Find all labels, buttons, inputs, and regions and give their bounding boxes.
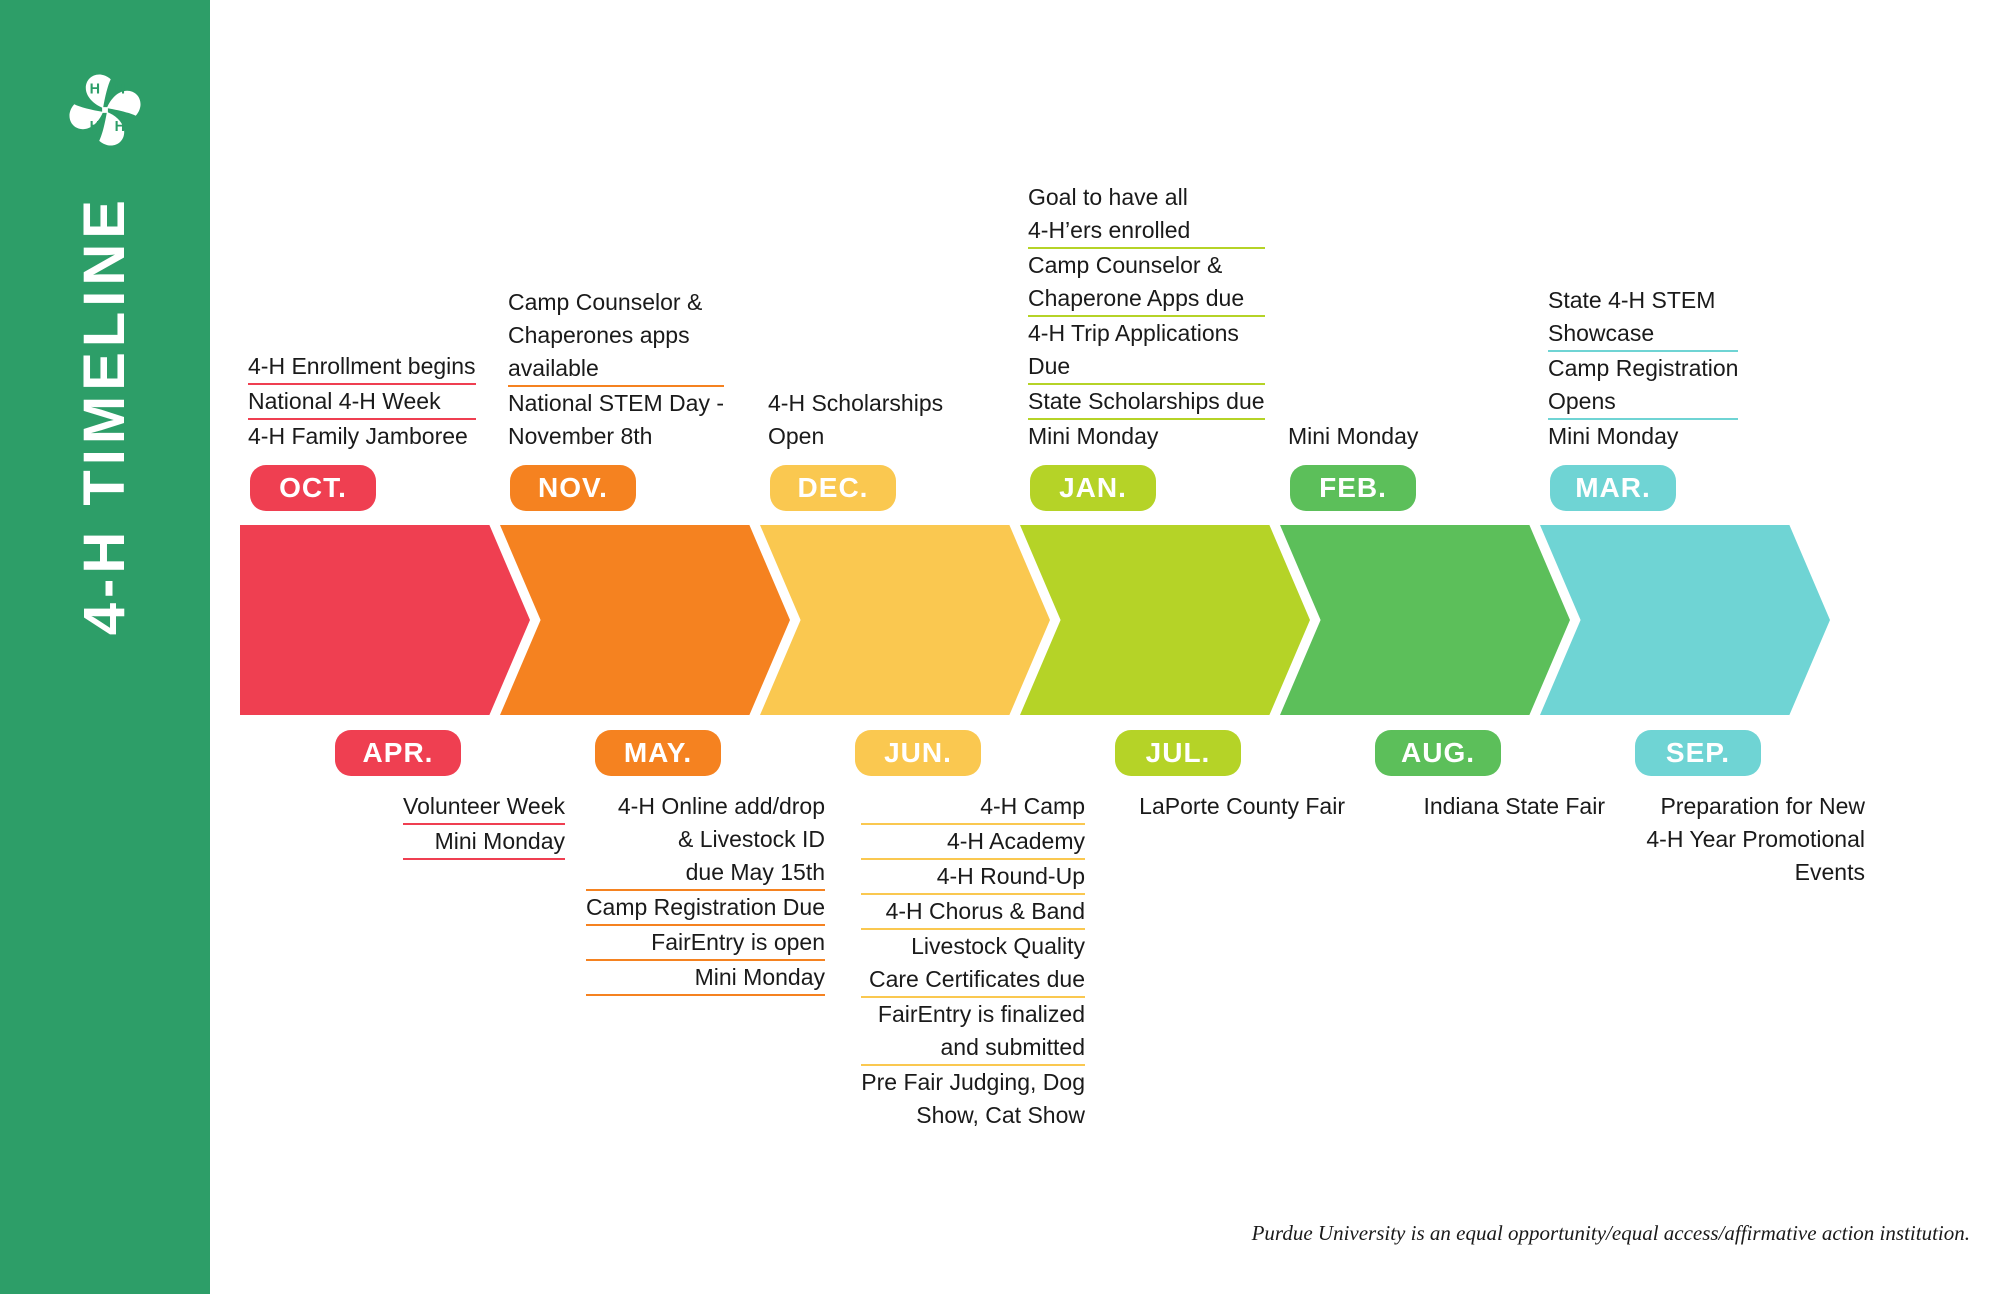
four-leaf-clover-icon bbox=[57, 62, 153, 158]
event-line: State Scholarships due bbox=[1028, 385, 1265, 420]
event-line: and submitted bbox=[861, 1031, 1085, 1066]
arrow-band bbox=[210, 525, 2000, 715]
event-line: 4-H Year Promotional bbox=[1646, 826, 1865, 852]
month-pill-sep[interactable]: SEP. bbox=[1635, 730, 1761, 776]
event-line: Pre Fair Judging, Dog bbox=[861, 1069, 1085, 1095]
month-pill-may[interactable]: MAY. bbox=[595, 730, 721, 776]
events-apr bbox=[403, 790, 565, 860]
event-line: Mini Monday bbox=[403, 825, 565, 860]
event-line: Camp Registration bbox=[1548, 355, 1739, 381]
events-jul bbox=[1139, 790, 1345, 823]
event-line: due May 15th bbox=[586, 856, 825, 891]
event-line: Due bbox=[1028, 350, 1265, 385]
event-line: Opens bbox=[1548, 385, 1738, 420]
event-line: 4-H Scholarships bbox=[768, 390, 944, 416]
event-line: 4-H Enrollment begins bbox=[248, 350, 476, 385]
events-dec bbox=[768, 387, 943, 453]
event-line: FairEntry is finalized bbox=[877, 1001, 1085, 1027]
event-line: Camp Registration Due bbox=[586, 891, 825, 926]
timeline-arrow bbox=[240, 525, 530, 715]
sidebar-title-text: 4-H TIMELINE bbox=[72, 195, 137, 636]
events-jun bbox=[861, 790, 1085, 1132]
timeline-arrow bbox=[500, 525, 790, 715]
event-line: 4-H Family Jamboree bbox=[248, 423, 468, 449]
event-line: Open bbox=[768, 423, 825, 449]
event-line: FairEntry is open bbox=[586, 926, 825, 961]
timeline-arrow bbox=[1280, 525, 1570, 715]
event-line: National STEM Day - bbox=[508, 390, 725, 416]
event-line: 4-H Online add/drop bbox=[617, 793, 825, 819]
timeline-canvas bbox=[210, 0, 2000, 1294]
event-line: Showcase bbox=[1548, 317, 1738, 352]
events-mar bbox=[1548, 284, 1738, 453]
month-pill-mar[interactable]: MAR. bbox=[1550, 465, 1676, 511]
event-line: Mini Monday bbox=[1288, 423, 1419, 449]
timeline-arrow bbox=[760, 525, 1050, 715]
month-pill-aug[interactable]: AUG. bbox=[1375, 730, 1501, 776]
event-line: Show, Cat Show bbox=[916, 1102, 1085, 1128]
event-line: Indiana State Fair bbox=[1423, 793, 1605, 819]
event-line: & Livestock ID bbox=[678, 826, 825, 852]
timeline-arrow bbox=[1540, 525, 1830, 715]
event-line: Preparation for New bbox=[1660, 793, 1865, 819]
events-sep bbox=[1646, 790, 1865, 889]
svg-text:H: H bbox=[89, 81, 101, 98]
event-line: Camp Counselor & bbox=[1028, 252, 1223, 278]
sidebar bbox=[0, 0, 210, 1294]
event-line: Mini Monday bbox=[586, 961, 825, 996]
event-line: Chaperones apps bbox=[508, 322, 690, 348]
event-line: Events bbox=[1794, 859, 1865, 885]
events-feb bbox=[1288, 420, 1418, 453]
month-pill-jan[interactable]: JAN. bbox=[1030, 465, 1156, 511]
event-line: 4-H Trip Applications bbox=[1028, 320, 1239, 346]
month-pill-dec[interactable]: DEC. bbox=[770, 465, 896, 511]
month-pill-nov[interactable]: NOV. bbox=[510, 465, 636, 511]
event-line: 4-H Camp bbox=[861, 790, 1085, 825]
event-line: 4-H Academy bbox=[861, 825, 1085, 860]
event-line: National 4-H Week bbox=[248, 385, 476, 420]
event-line: Chaperone Apps due bbox=[1028, 282, 1265, 317]
event-line: Livestock Quality bbox=[911, 933, 1085, 959]
svg-text:H: H bbox=[114, 119, 126, 136]
event-line: 4-H’ers enrolled bbox=[1028, 214, 1265, 249]
month-pill-apr[interactable]: APR. bbox=[335, 730, 461, 776]
event-line: November 8th bbox=[508, 423, 653, 449]
event-line: Mini Monday bbox=[1028, 423, 1159, 449]
event-line: Care Certificates due bbox=[861, 963, 1085, 998]
events-may bbox=[586, 790, 825, 996]
event-line: Mini Monday bbox=[1548, 423, 1679, 449]
event-line: 4-H Round-Up bbox=[861, 860, 1085, 895]
events-jan bbox=[1028, 181, 1265, 453]
events-oct bbox=[248, 350, 476, 453]
page-title bbox=[0, 195, 210, 815]
event-line: LaPorte County Fair bbox=[1139, 793, 1345, 819]
month-pill-oct[interactable]: OCT. bbox=[250, 465, 376, 511]
event-line: available bbox=[508, 352, 724, 387]
event-line: 4-H Chorus & Band bbox=[861, 895, 1085, 930]
events-nov bbox=[508, 286, 724, 453]
svg-text:H: H bbox=[89, 119, 101, 136]
month-pill-jul[interactable]: JUL. bbox=[1115, 730, 1241, 776]
event-line: Volunteer Week bbox=[403, 790, 565, 825]
month-pill-jun[interactable]: JUN. bbox=[855, 730, 981, 776]
event-line: Camp Counselor & bbox=[508, 289, 703, 315]
events-aug bbox=[1423, 790, 1605, 823]
equal-opportunity-note: Purdue University is an equal opportunity/equal access/affirmative action institution. bbox=[1251, 1221, 1970, 1245]
month-pill-feb[interactable]: FEB. bbox=[1290, 465, 1416, 511]
timeline-arrow bbox=[1020, 525, 1310, 715]
event-line: Goal to have all bbox=[1028, 184, 1188, 210]
svg-text:H: H bbox=[114, 81, 126, 98]
event-line: State 4-H STEM bbox=[1548, 287, 1716, 313]
